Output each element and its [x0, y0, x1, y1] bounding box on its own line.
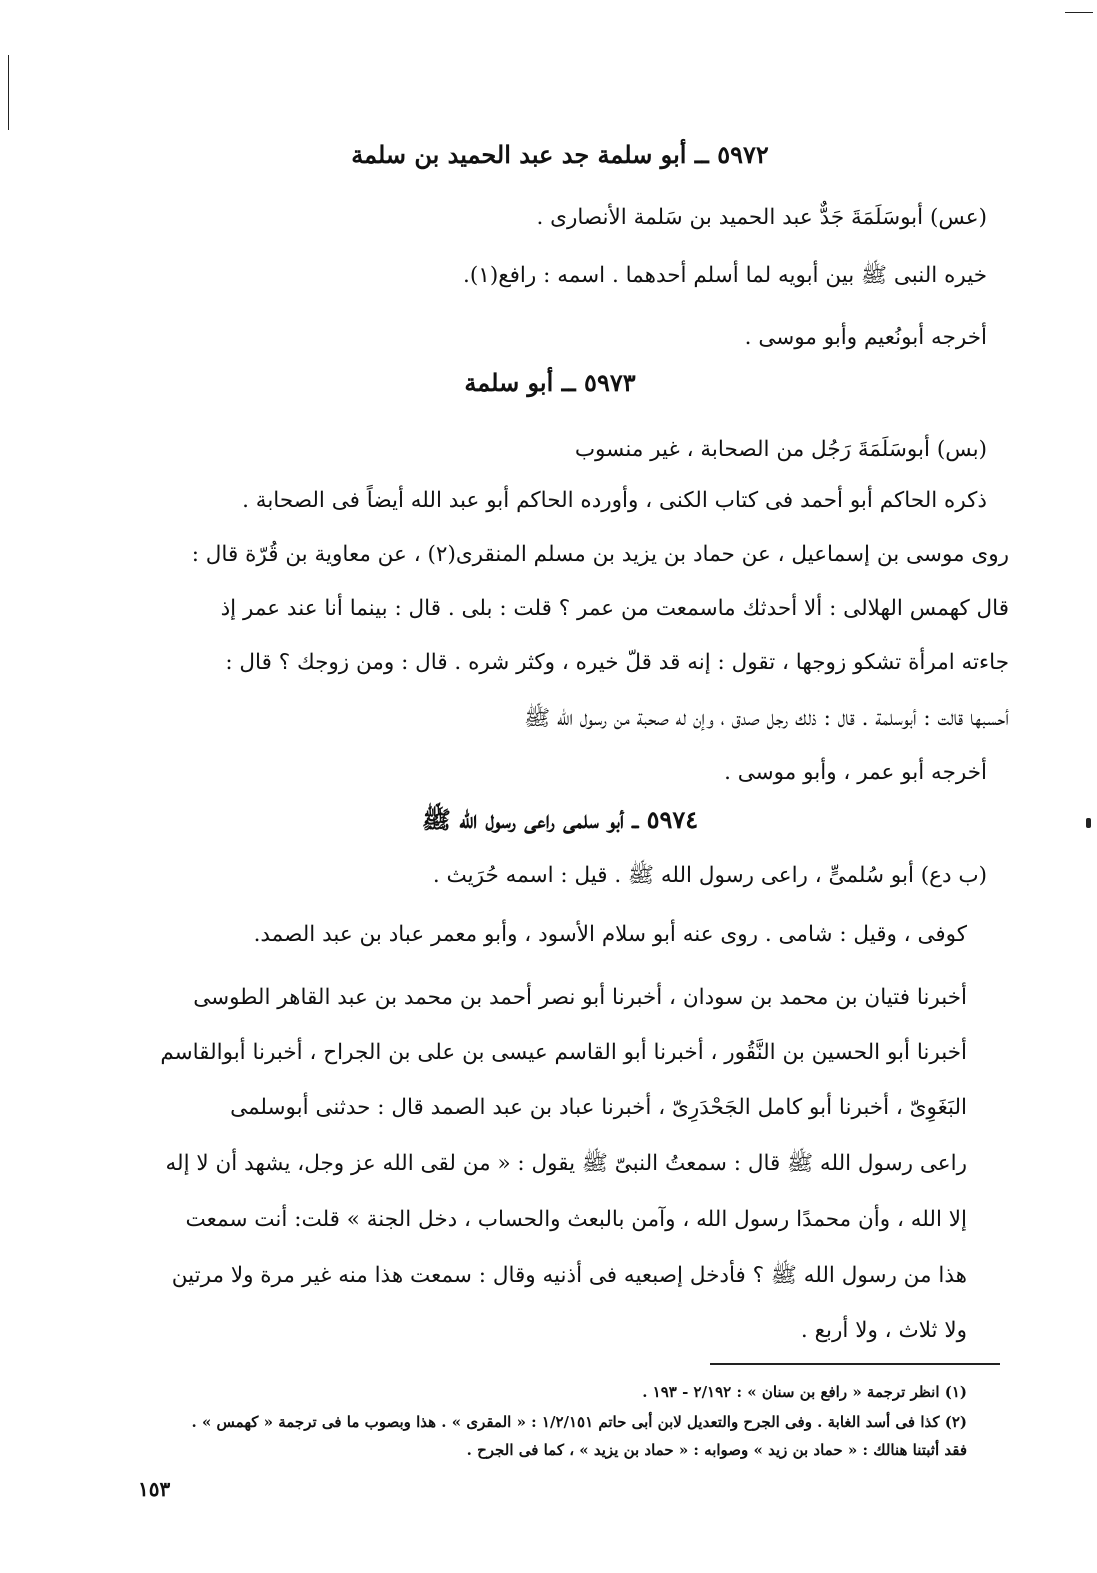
entry-line: أخبرنا أبو الحسين بن النَّقُور ، أخبرنا أبو القاسم عيسى بن على بن الجراح ، أخبرنا أبوالقاسم: [160, 1040, 967, 1065]
right-margin-dot: [1086, 818, 1091, 828]
entry-line: (بس) أبوسَلَمَةَ رَجُل من الصحابة ، غير منسوب: [574, 437, 987, 462]
entry-line: روى موسى بن إسماعيل ، عن حماد بن يزيد بن مسلم المنقرى(٢) ، عن معاوية بن قُرّة قال :: [191, 542, 1009, 567]
footnote: (١) انظر ترجمة « رافع بن سنان » : ٢/١٩٢ - ١٩٣ .: [642, 1383, 967, 1401]
top-right-mark: [1065, 12, 1093, 13]
footnote: فقد أثبتنا هنالك : « حماد بن زيد » وصوابه : « حماد بن يزيد » ، كما فى الجرح .: [466, 1441, 967, 1459]
entry-line: خيره النبى ﷺ بين أبويه لما أسلم أحدهما . اسمه : رافع(١).: [463, 263, 987, 288]
entry-line: ذكره الحاكم أبو أحمد فى كتاب الكنى ، وأورده الحاكم أبو عبد الله أيضاً فى الصحابة .: [242, 488, 987, 513]
entry-line: أخرجه أبونُعيم وأبو موسى .: [744, 325, 987, 350]
entry-line: جاءته امرأة تشكو زوجها ، تقول : إنه قد قلّ خيره ، وكثر شره . قال : ومن زوجك ؟ قال :: [225, 650, 1009, 675]
entry-line: (عس) أبوسَلَمَةَ جَدٌّ عبد الحميد بن سَلمة الأنصارى .: [536, 205, 987, 230]
footnote: (٢) كذا فى أسد الغابة . وفى الجرح والتعديل لابن أبى حاتم ١/٢/١٥١ : « المقرى » . هذا وبصوب ما فى ترجمة « كهمس » .: [191, 1413, 967, 1431]
entry-line: كوفى ، وقيل : شامى . روى عنه أبو سلام الأسود ، وأبو معمر عباد بن عبد الصمد.: [253, 922, 967, 947]
entry-line: قال كهمس الهلالى : ألا أحدثك ماسمعت من عمر ؟ قلت : بلى . قال : بينما أنا عند عمر إذ: [220, 596, 1009, 621]
entry-line: ولا ثلاث ، ولا أربع .: [800, 1318, 967, 1343]
entry-heading-5972: ٥٩٧٢ ــ أبو سلمة جد عبد الحميد بن سلمة: [351, 140, 769, 169]
entry-line: أحسبها قالت : أبوسلمة . قال : ذلك رجل صدق ، وإن له صحبة من رسول الله ﷺ: [524, 706, 1009, 731]
entry-line: البَغَوِىّ ، أخبرنا أبو كامل الجَحْدَرِىّ ، أخبرنا عباد بن عبد الصمد قال : حدثنى أبوسلمى: [230, 1095, 967, 1120]
entry-line: إلا الله ، وأن محمدًا رسول الله ، وآمن بالبعث والحساب ، دخل الجنة » قلت: أنت سمعت: [185, 1207, 967, 1232]
entry-line: (ب دع) أبو سُلمىٍّ ، راعى رسول الله ﷺ . قيل : اسمه حُرَيث .: [432, 863, 987, 888]
footnote-divider: [710, 1363, 1000, 1365]
page-number: ١٥٣: [138, 1477, 171, 1501]
left-edge-line: [8, 55, 9, 130]
entry-line: أخبرنا فتيان بن محمد بن سودان ، أخبرنا أبو نصر أحمد بن محمد بن عبد القاهر الطوسى: [193, 985, 967, 1010]
entry-heading-5974: ٥٩٧٤ ــ أبو سلمى راعى رسول الله ﷺ: [421, 805, 699, 834]
entry-heading-5973: ٥٩٧٣ ــ أبو سلمة: [464, 368, 636, 397]
entry-line: هذا من رسول الله ﷺ ؟ فأدخل إصبعيه فى أذنيه وقال : سمعت هذا منه غير مرة ولا مرتين: [171, 1263, 967, 1288]
entry-line: أخرجه أبو عمر ، وأبو موسى .: [724, 760, 987, 785]
entry-line: راعى رسول الله ﷺ قال : سمعتُ النبىّ ﷺ يقول : « من لقى الله عز وجل، يشهد أن لا إله: [165, 1151, 967, 1176]
